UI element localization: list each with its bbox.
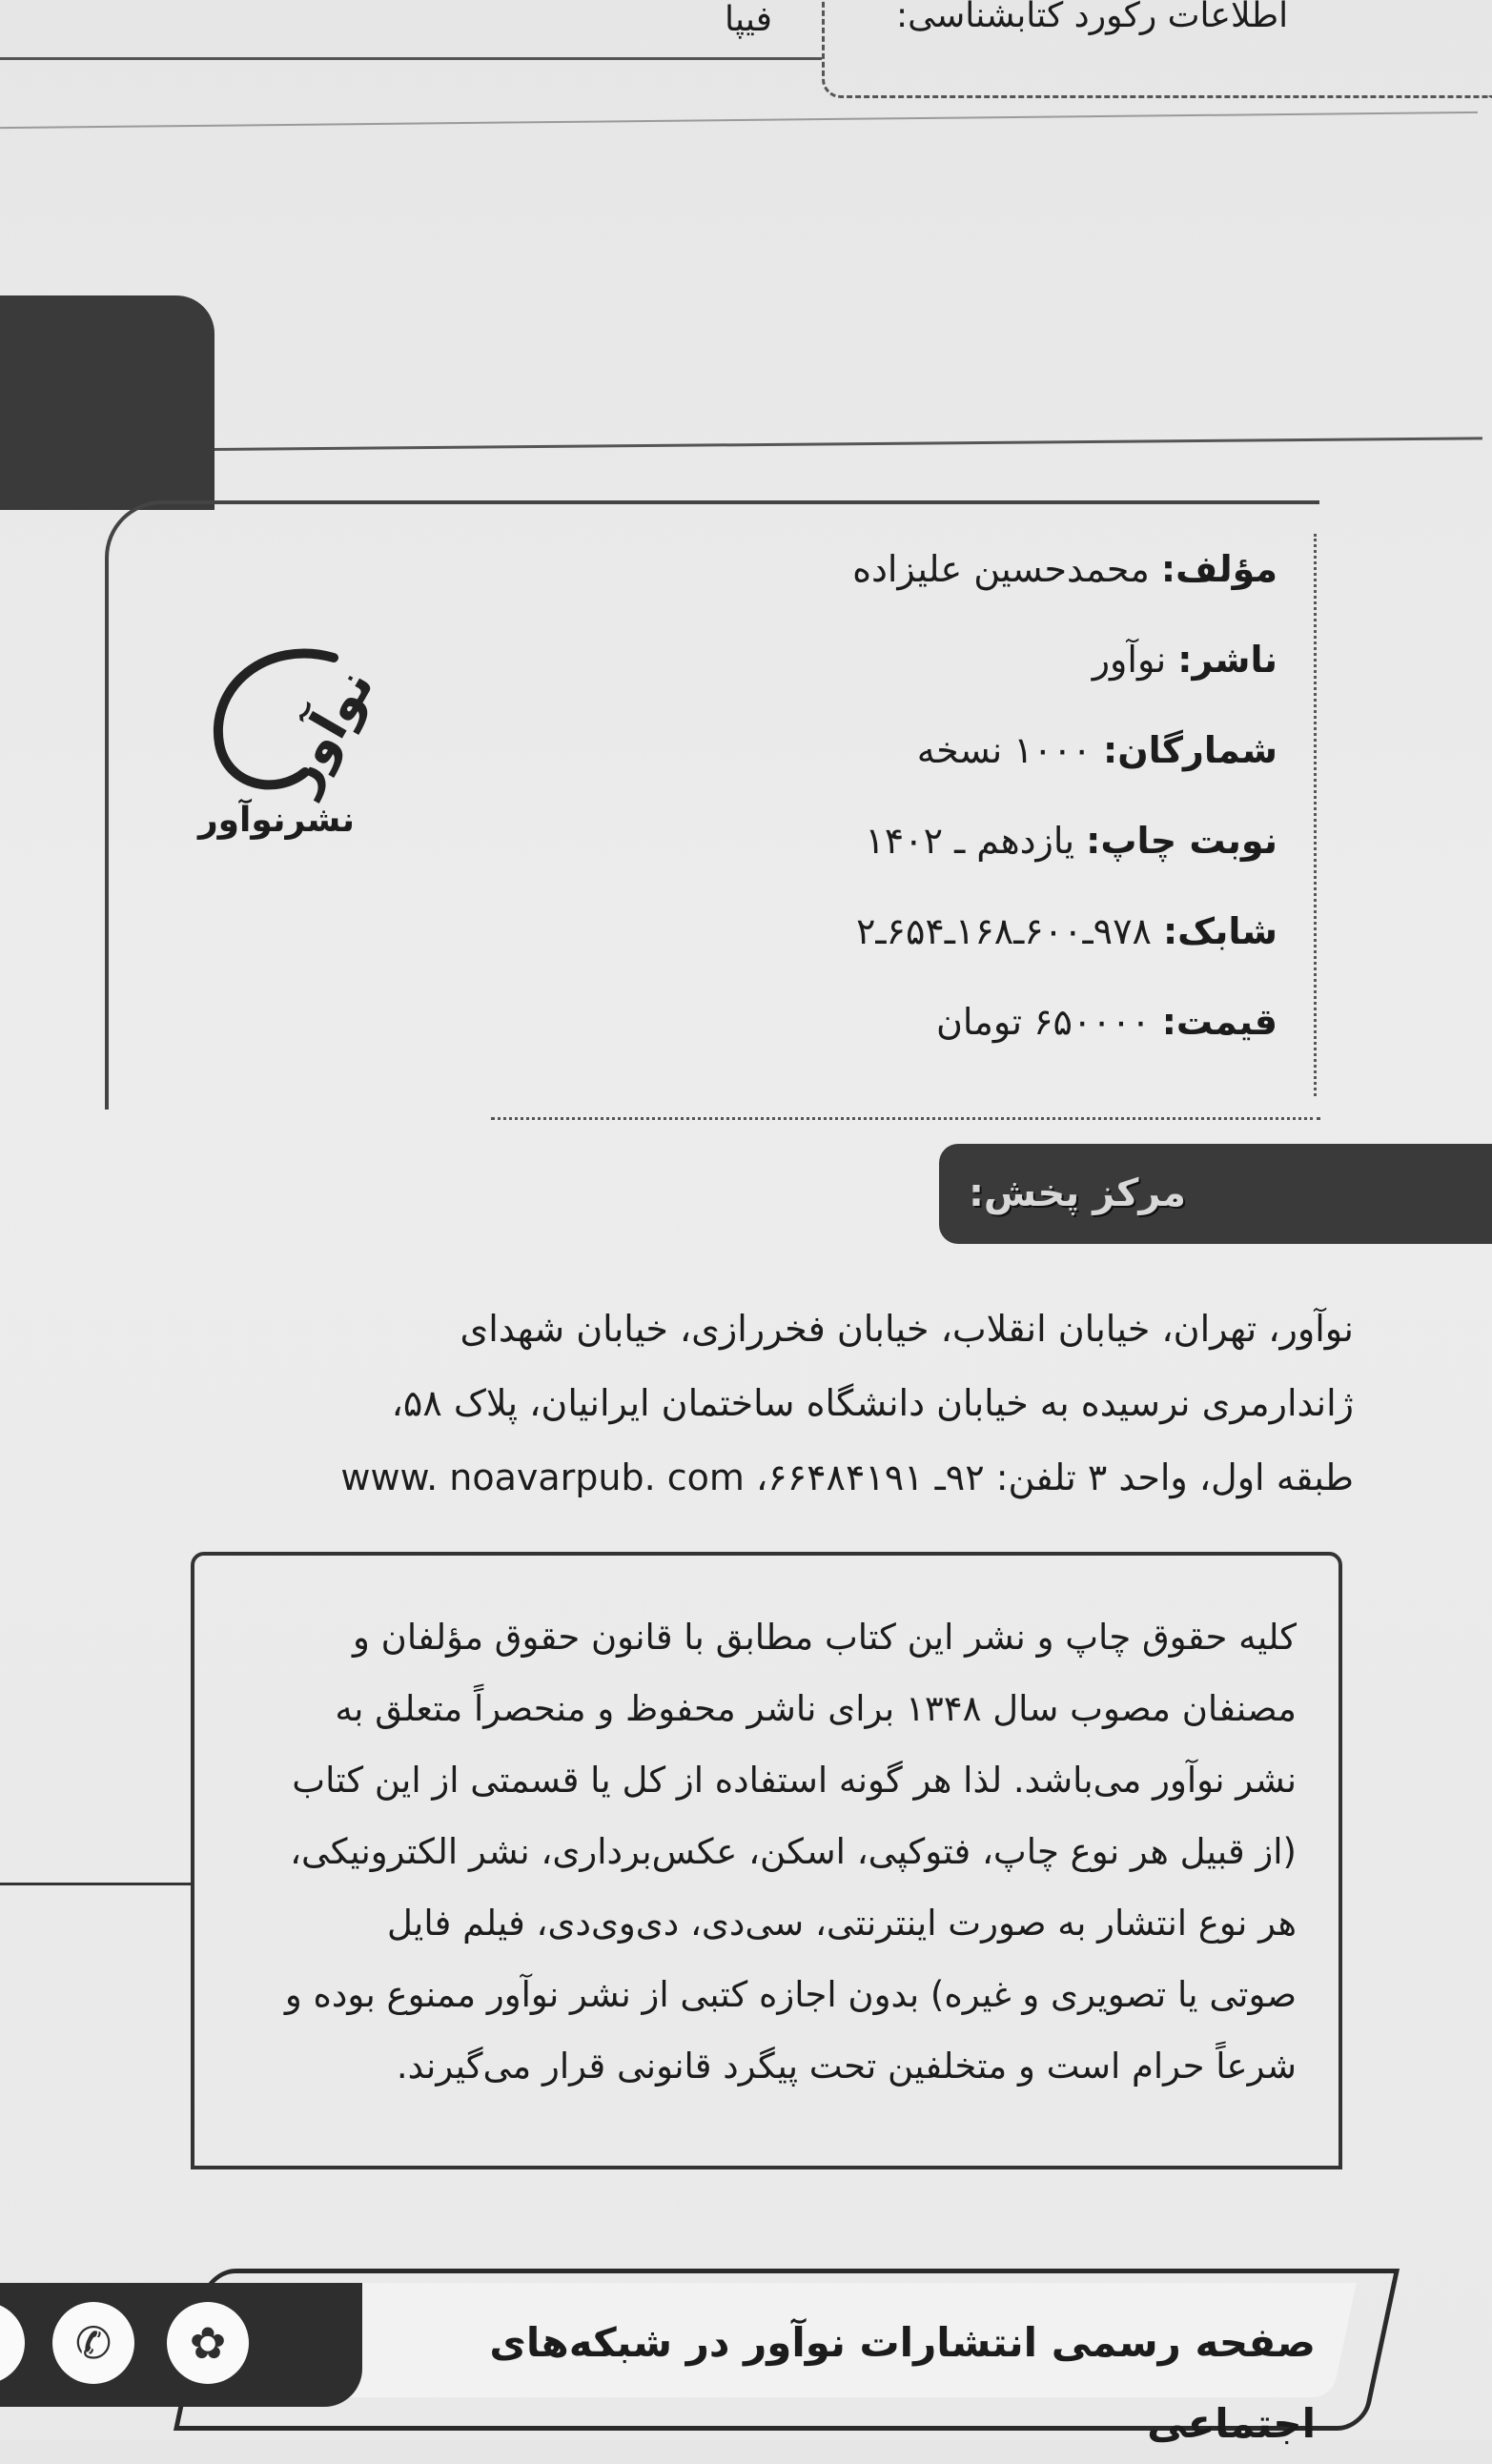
author-row: مؤلف: محمدحسین علیزاده [852,548,1277,590]
edition-value: یازدهم ـ ۱۴۰۲ [865,820,1075,862]
copyright-line: مصنفان مصوب سال ۱۳۴۸ برای ناشر محفوظ و منحصراً متعلق به [335,1688,1297,1729]
eitaa-icon[interactable] [0,2302,25,2384]
info-card-dash-bottom [491,1117,1320,1120]
rubika-icon[interactable]: ✆ [52,2302,134,2384]
address-line: طبقه اول، واحد ۳ تلفن: ۹۲ـ ۶۶۴۸۴۱۹۱، www. noavarpub. com [340,1456,1354,1498]
cip-label: فیپا [725,0,772,39]
circulation-value: ۱۰۰۰ نسخه [916,729,1092,771]
copyright-line: شرعاً حرام است و متخلفین تحت پیگرد قانونی قرار می‌گیرند. [396,2046,1297,2087]
book-info [419,524,1277,1068]
circulation-row: شمارگان: ۱۰۰۰ نسخه [916,729,1277,771]
aparat-icon[interactable]: ✿ [167,2302,249,2384]
copyright-line: نشر نوآور می‌باشد. لذا هر گونه استفاده از کل یا قسمتی از این کتاب [292,1760,1297,1801]
edition-row: نوبت چاپ: یازدهم ـ ۱۴۰۲ [865,820,1277,862]
copyright-line: هر نوع انتشار به صورت اینترنتی، سی‌دی، دی‌وی‌دی، فیلم فایل [387,1903,1297,1944]
page-fold-line [0,112,1478,129]
copyright-text [238,1601,1297,2102]
publisher-value: نوآور [1092,639,1167,681]
price-value: ۶۵۰۰۰۰ تومان [936,1001,1151,1043]
publisher-row: ناشر: نوآور [1092,639,1277,681]
copyright-line: (از قبیل هر نوع چاپ، فتوکپی، اسکن، عکس‌برداری، نشر الکترونیکی، [290,1831,1297,1872]
isbn-value: ۹۷۸ـ۶۰۰ـ۱۶۸ـ۶۵۴ـ۲ [855,910,1152,952]
address-line: ژاندارمری نرسیده به خیابان دانشگاه ساختمان ایرانیان، پلاک ۵۸، [391,1382,1354,1424]
info-card-dash-right [1314,534,1317,1096]
address-line: نوآور، تهران، خیابان انقلاب، خیابان فخررازی، خیابان شهدای [460,1308,1354,1350]
author-value: محمدحسین علیزاده [852,548,1150,590]
section-line [215,437,1482,451]
logo-mark: نوآور [268,658,386,802]
copyright-line: صوتی یا تصویری و غیره) بدون اجازه کتبی از نشر نوآور ممنوع بوده و [284,1974,1297,2015]
social-banner-text: صفحه رسمی انتشارات نوآور در شبکه‌های اجتماعی [489,2319,1316,2447]
cip-box-text: اطلاعات رکورد کتابشناسی: [896,0,1289,35]
publisher-logo [191,629,386,820]
section-tab [0,295,215,510]
distribution-address [143,1292,1354,1515]
logo-caption: نشرنوآور [197,801,356,840]
rights-connector-line [0,1883,191,1885]
social-icons [0,2283,362,2407]
price-row: قیمت: ۶۵۰۰۰۰ تومان [936,1001,1277,1043]
copyright-line: کلیه حقوق چاپ و نشر این کتاب مطابق با قانون حقوق مؤلفان و [353,1617,1297,1658]
distribution-label: مرکز پخش: [968,1171,1187,1215]
isbn-row: شابک: ۹۷۸ـ۶۰۰ـ۱۶۸ـ۶۵۴ـ۲ [855,910,1277,952]
top-divider [0,57,822,60]
